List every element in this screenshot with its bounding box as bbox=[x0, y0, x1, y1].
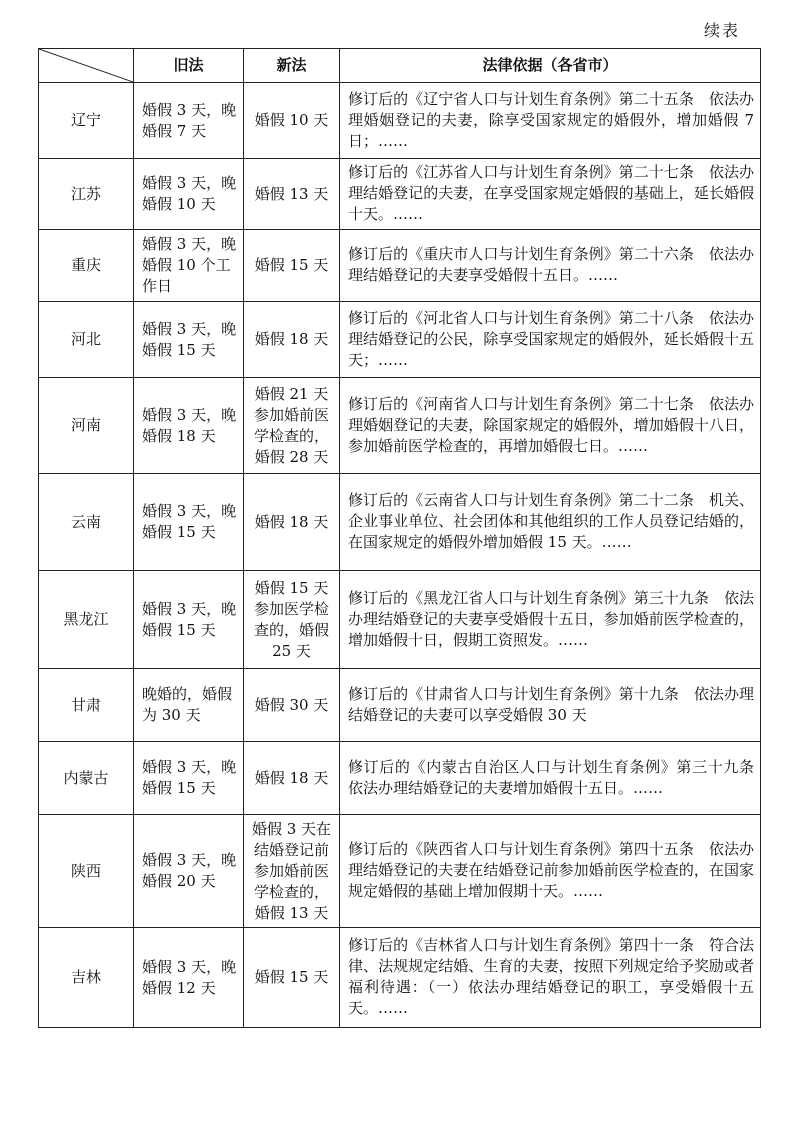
old-law-cell: 婚假 3 天，晚婚假 12 天 bbox=[134, 928, 244, 1028]
header-new-law: 新法 bbox=[244, 49, 340, 83]
old-law-cell: 婚假 3 天，晚婚假 18 天 bbox=[134, 378, 244, 474]
legal-basis-cell bbox=[340, 302, 761, 378]
province-cell: 河北 bbox=[39, 302, 134, 378]
legal-basis-text: 修订后的《甘肃省人口与计划生育条例》第十九条 依法办理结婚登记的夫妻可以享受婚假 30 天 bbox=[348, 684, 754, 724]
legal-basis-text: 修订后的《云南省人口与计划生育条例》第二十二条 机关、企业事业单位、社会团体和其他组织的工作人员登记结婚的，在国家规定的婚假外增加婚假 15 天。…… bbox=[348, 491, 754, 551]
old-law-cell: 婚假 3 天，晚婚假 15 天 bbox=[134, 474, 244, 571]
province-cell: 重庆 bbox=[39, 230, 134, 302]
table-row bbox=[39, 669, 761, 742]
province-cell: 江苏 bbox=[39, 159, 134, 230]
old-law-cell: 婚假 3 天，晚婚假 20 天 bbox=[134, 815, 244, 928]
legal-basis-cell bbox=[340, 928, 761, 1028]
header-old-law: 旧法 bbox=[134, 49, 244, 83]
table-row bbox=[39, 302, 761, 378]
table-row bbox=[39, 230, 761, 302]
province-cell: 辽宁 bbox=[39, 83, 134, 159]
legal-basis-cell bbox=[340, 669, 761, 742]
table-row bbox=[39, 378, 761, 474]
old-law-cell: 婚假 3 天，晚婚假 10 个工作日 bbox=[134, 230, 244, 302]
legal-basis-text: 修订后的《辽宁省人口与计划生育条例》第二十五条 依法办理婚姻登记的夫妻，除享受国家规定的婚假外，增加婚假 7 日；…… bbox=[348, 89, 754, 150]
old-law-cell: 婚假 3 天，晚婚假 7 天 bbox=[134, 83, 244, 159]
province-cell: 吉林 bbox=[39, 928, 134, 1028]
legal-basis-cell bbox=[340, 474, 761, 571]
legal-basis-text: 修订后的《黑龙江省人口与计划生育条例》第三十九条 依法办理结婚登记的夫妻享受婚假十五日，参加婚前医学检查的，增加婚假十日，假期工资照发。…… bbox=[348, 588, 754, 649]
marriage-leave-table bbox=[38, 48, 770, 1028]
province-cell: 陕西 bbox=[39, 815, 134, 928]
new-law-cell: 婚假 10 天 bbox=[244, 83, 340, 159]
continued-table-label: 续表 bbox=[703, 21, 740, 40]
legal-basis-text: 修订后的《河北省人口与计划生育条例》第二十八条 依法办理结婚登记的公民，除享受国家规定的婚假外，延长婚假十五天；…… bbox=[348, 308, 754, 369]
new-law-cell: 婚假 18 天 bbox=[244, 742, 340, 815]
table-header-row bbox=[39, 49, 761, 83]
legal-basis-cell bbox=[340, 742, 770, 815]
diagonal-line bbox=[39, 49, 133, 82]
province-cell: 黑龙江 bbox=[39, 571, 134, 669]
province-cell: 河南 bbox=[39, 378, 134, 474]
old-law-cell: 婚假 3 天，晚婚假 15 天 bbox=[134, 742, 244, 815]
legal-basis-text: 修订后的《重庆市人口与计划生育条例》第二十六条 依法办理结婚登记的夫妻享受婚假十五日。…… bbox=[348, 245, 754, 284]
legal-basis-cell bbox=[340, 815, 761, 928]
new-law-cell: 婚假 30 天 bbox=[244, 669, 340, 742]
new-law-cell: 婚假 18 天 bbox=[244, 474, 340, 571]
legal-basis-cell bbox=[340, 230, 761, 302]
legal-basis-text: 修订后的《内蒙古自治区人口与计划生育条例》第三十九条 依法办理结婚登记的夫妻增加婚假十五日。…… bbox=[348, 757, 770, 797]
legal-basis-cell bbox=[340, 378, 761, 474]
table-row bbox=[39, 742, 761, 815]
old-law-cell: 婚假 3 天，晚婚假 10 天 bbox=[134, 159, 244, 230]
table-row bbox=[39, 83, 761, 159]
old-law-cell: 婚假 3 天，晚婚假 15 天 bbox=[134, 302, 244, 378]
new-law-cell: 婚假 15 天 bbox=[244, 928, 340, 1028]
table-row bbox=[39, 159, 761, 230]
legal-basis-cell bbox=[340, 571, 761, 669]
new-law-cell: 婚假 3 天在结婚登记前参加婚前医学检查的，婚假 13 天 bbox=[244, 815, 340, 928]
diagonal-corner-cell bbox=[39, 49, 134, 83]
new-law-cell: 婚假 15 天 bbox=[244, 230, 340, 302]
province-cell: 甘肃 bbox=[39, 669, 134, 742]
legal-basis-cell bbox=[340, 159, 761, 230]
header-legal-basis: 法律依据（各省市） bbox=[340, 49, 761, 83]
legal-basis-text: 修订后的《陕西省人口与计划生育条例》第四十五条 依法办理结婚登记的夫妻在结婚登记前参加婚前医学检查的，在国家规定婚假的基础上增加假期十天。…… bbox=[348, 840, 754, 900]
legal-basis-text: 修订后的《吉林省人口与计划生育条例》第四十一条 符合法律、法规规定结婚、生育的夫妻，按照下列规定给予奖励或者福利待遇：（一）依法办理结婚登记的职工，享受婚假十五天。…… bbox=[348, 936, 754, 1017]
province-cell: 云南 bbox=[39, 474, 134, 571]
old-law-cell: 婚假 3 天，晚婚假 15 天 bbox=[134, 571, 244, 669]
new-law-cell: 婚假 13 天 bbox=[244, 159, 340, 230]
table-row bbox=[39, 474, 761, 571]
old-law-cell: 晚婚的，婚假为 30 天 bbox=[134, 669, 244, 742]
new-law-cell: 婚假 21 天参加婚前医学检查的，婚假 28 天 bbox=[244, 378, 340, 474]
new-law-cell: 婚假 15 天参加医学检查的，婚假 25 天 bbox=[244, 571, 340, 669]
new-law-cell: 婚假 18 天 bbox=[244, 302, 340, 378]
legal-basis-cell bbox=[340, 83, 761, 159]
province-cell: 内蒙古 bbox=[39, 742, 134, 815]
legal-basis-text: 修订后的《江苏省人口与计划生育条例》第二十七条 依法办理结婚登记的夫妻，在享受国家规定婚假的基础上，延长婚假十天。…… bbox=[348, 163, 754, 223]
table-row bbox=[39, 928, 761, 1028]
legal-basis-text: 修订后的《河南省人口与计划生育条例》第二十七条 依法办理婚姻登记的夫妻，除国家规定的婚假外，增加婚假十八日，参加婚前医学检查的，再增加婚假七日。…… bbox=[348, 394, 754, 455]
table-row bbox=[39, 815, 761, 928]
table-row bbox=[39, 571, 761, 669]
